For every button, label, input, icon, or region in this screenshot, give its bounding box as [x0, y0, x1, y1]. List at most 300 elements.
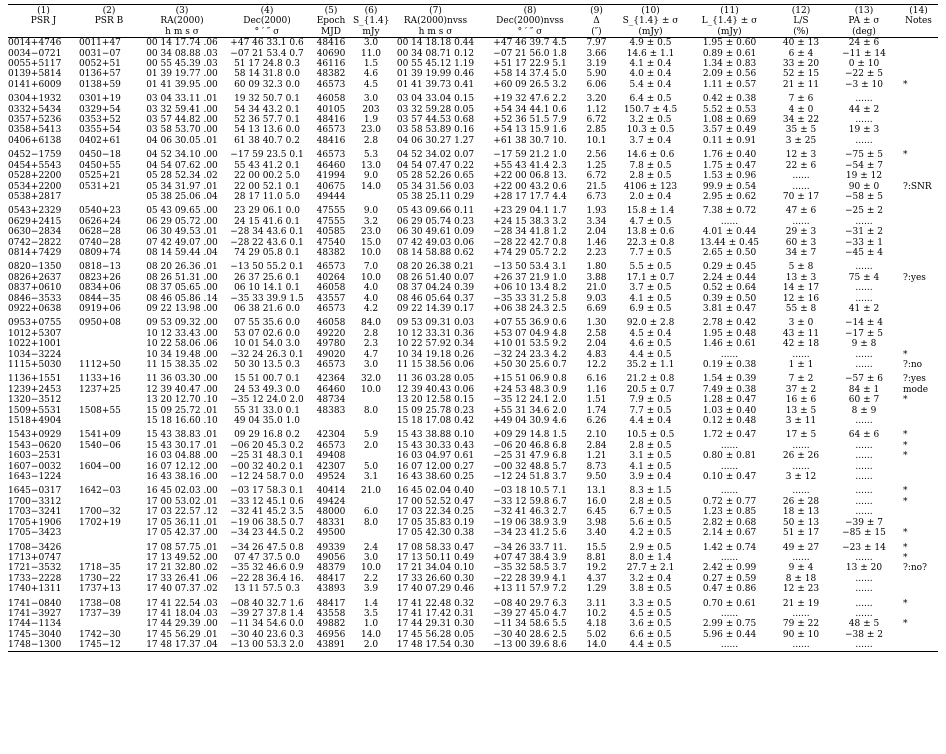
table-cell: 08 14 59.44 .04: [146, 247, 218, 258]
table-cell: 8.0: [363, 517, 379, 528]
table-cell: 1742−30: [79, 629, 121, 640]
table-cell: 5.9: [363, 430, 379, 441]
table-cell: +09 29 14.8 1.5: [493, 430, 567, 441]
table-cell: 3.7 ± 0.5: [629, 283, 672, 294]
table-cell: −13 50 55.2 0.1: [230, 262, 304, 273]
table-cell: 2.85: [586, 125, 607, 136]
column-name-row: [8, 16, 938, 26]
table-cell: −34 23 41.2 5.6: [493, 528, 567, 539]
table-cell: 08 14 58.88 0.62: [396, 247, 475, 258]
table-row: [8, 38, 938, 49]
table-cell: 3.5: [363, 608, 379, 619]
table-cell: 1.46 ± 0.61: [702, 339, 757, 350]
table-cell: 4.2 ± 0.5: [629, 528, 672, 539]
table-cell: 49220: [316, 328, 346, 339]
table-cell: 15 43 30.33 0.43: [396, 440, 475, 451]
table-cell: 47555: [316, 216, 346, 227]
table-cell: 7 ± 2: [788, 374, 814, 385]
table-cell: 17 05 42.30 0.38: [396, 528, 475, 539]
table-cell: 48379: [316, 563, 346, 574]
column-number-6: (6): [353, 5, 389, 17]
table-cell: 0358+5413: [8, 125, 62, 136]
table-cell: 12 ± 16: [782, 293, 820, 304]
table-cell: +28 17 17.7 4.4: [493, 191, 567, 202]
table-cell: 2.58: [586, 328, 607, 339]
table-cell: 4.5 ± 0.5: [629, 608, 672, 619]
table-row: [8, 294, 938, 304]
table-cell: 40105: [316, 104, 346, 115]
table-row: [8, 283, 938, 293]
table-cell: 0304+1932: [8, 94, 62, 105]
table-cell: 1136+1551: [8, 374, 62, 385]
table-cell: −03 18 10.5 7.1: [493, 486, 567, 497]
table-cell: 8 ± 18: [785, 573, 817, 584]
table-cell: ?:SNR: [903, 181, 932, 192]
column-number-11: (11): [686, 5, 773, 17]
table-cell: 48000: [316, 507, 346, 518]
table-cell: −17 59 23.5 0.1: [230, 150, 304, 161]
table-cell: 26 37 25.6 0.1: [234, 272, 300, 283]
table-cell: 48416: [316, 135, 346, 146]
table-cell: −32 24 26.3 0.1: [230, 349, 304, 360]
table-cell: −35 12 24.0 2.0: [230, 395, 304, 406]
table-cell: 0538+2817: [8, 191, 62, 202]
column-number-13: (13): [829, 5, 899, 17]
table-cell: 3.3 ± 0.5: [629, 598, 672, 609]
table-cell: 21.0: [586, 283, 607, 294]
table-cell: 1.95 ± 0.48: [702, 328, 757, 339]
table-cell: [899, 125, 938, 135]
table-cell: 49500: [316, 528, 346, 539]
table-cell: 7.7 ± 0.5: [629, 247, 672, 258]
table-cell: ......: [792, 181, 810, 192]
table-cell: 23 29 06.1 0.0: [234, 206, 300, 217]
column-unit-6: mJy: [353, 27, 389, 38]
table-cell: 6 ± 4: [788, 48, 814, 59]
table-cell: 1.93: [586, 206, 607, 217]
table-cell: 6.06: [586, 79, 607, 90]
table-row: [8, 563, 938, 573]
table-cell: 3.2 ± 0.5: [629, 115, 672, 126]
table-cell: +54 34 44.1 0.6: [493, 104, 567, 115]
table-cell: [899, 227, 938, 237]
table-cell: 3.9: [363, 584, 379, 595]
table-cell: +58 14 37.4 5.0: [493, 69, 567, 80]
table-cell: 17 33 26.41 .06: [146, 573, 218, 584]
table-cell: 54 13 13.6 0.0: [234, 125, 300, 136]
table-cell: 9 ± 4: [788, 563, 814, 574]
table-cell: −35 32 46.6 0.9: [230, 563, 304, 574]
table-cell: 60 09 32.3 0.0: [234, 79, 300, 90]
table-cell: 46573: [316, 440, 346, 451]
table-cell: 08 46 05.64 0.37: [396, 293, 475, 304]
table-cell: 13 ± 5: [785, 405, 817, 416]
table-cell: 1.4: [363, 598, 379, 609]
table-cell: mode: [903, 384, 929, 395]
table-cell: 08 20 26.38 0.21: [396, 262, 475, 273]
table-cell: 1.72 ± 0.47: [702, 430, 757, 441]
table-cell: ?:yes: [903, 272, 926, 283]
table-cell: 17 21 32.80 .02: [146, 563, 218, 574]
column-number-3: (3): [139, 5, 225, 17]
table-cell: 05 43 09.66 0.11: [396, 206, 475, 217]
table-cell: 1.54 ± 0.39: [702, 374, 757, 385]
table-cell: 1239+2453: [8, 384, 62, 395]
table-cell: *: [903, 349, 908, 360]
table-cell: ......: [855, 472, 873, 483]
table-cell: [899, 574, 938, 584]
table-cell: 26 ± 28: [782, 496, 820, 507]
table-cell: 2.3: [363, 339, 379, 350]
table-cell: 10 01 54.0 3.0: [234, 339, 300, 350]
table-cell: 17 05 35.83 0.19: [396, 517, 475, 528]
table-cell: +22 00 43.2 0.6: [493, 181, 567, 192]
table-cell: 48417: [316, 573, 346, 584]
table-cell: [899, 518, 938, 528]
table-cell: 1.11 ± 0.57: [702, 79, 757, 90]
table-cell: 0818−13: [79, 262, 121, 273]
table-cell: 0055+5117: [8, 59, 62, 70]
table-cell: 19.2: [586, 563, 607, 574]
table-cell: 0.42 ± 0.38: [702, 94, 757, 105]
table-cell: 0011+47: [79, 38, 121, 49]
table-cell: 2.0 ± 0.4: [629, 191, 672, 202]
table-body: [8, 38, 938, 651]
table-cell: 6.4 ± 0.5: [629, 94, 672, 105]
table-cell: 17 44 29.31 0.30: [396, 619, 475, 630]
table-cell: 2.8 ± 0.5: [629, 171, 672, 182]
table-cell: 46460: [316, 160, 346, 171]
table-cell: ......: [855, 507, 873, 518]
table-cell: 00 55 45.12 1.19: [396, 59, 475, 70]
table-cell: 16 07 12.00 0.27: [396, 461, 475, 472]
table-cell: 51 ± 17: [782, 528, 820, 539]
table-cell: −35 33 39.9 1.5: [230, 293, 304, 304]
table-cell: 0823+26: [79, 272, 121, 283]
table-cell: 52 ± 15: [782, 69, 820, 80]
table-cell: −31 ± 2: [845, 227, 883, 238]
table-row: [8, 385, 938, 395]
table-cell: 5.02: [586, 629, 607, 640]
table-cell: 07 42 49.07 .00: [146, 237, 218, 248]
table-cell: 49444: [316, 191, 346, 202]
table-cell: 13 ± 20: [845, 563, 883, 574]
table-cell: 60 ± 3: [785, 237, 817, 248]
table-cell: 03 58 53.70 .00: [146, 125, 218, 136]
table-cell: −19 06 38.5 0.7: [230, 517, 304, 528]
table-cell: 08 37 04.24 0.39: [396, 283, 475, 294]
table-cell: ......: [792, 216, 810, 227]
table-cell: 3.11: [586, 598, 607, 609]
table-cell: 05 34 31.56 0.03: [396, 181, 475, 192]
table-cell: 1540−06: [79, 440, 121, 451]
table-cell: 47 ± 6: [785, 206, 817, 217]
table-cell: −23 ± 14: [842, 542, 886, 553]
table-cell: 3.81 ± 0.47: [702, 303, 757, 314]
table-cell: 40414: [316, 486, 346, 497]
table-cell: ......: [792, 608, 810, 619]
table-row: [8, 339, 938, 349]
table-cell: 09 22 14.39 0.17: [396, 303, 475, 314]
table-cell: 24 15 41.6 0.1: [234, 216, 300, 227]
table-row: [8, 370, 938, 384]
table-cell: 26 ± 26: [782, 451, 820, 462]
table-cell: 40675: [316, 181, 346, 192]
table-cell: 54 34 43.2 0.1: [234, 104, 300, 115]
table-cell: 46116: [316, 59, 346, 70]
table-cell: 2.84: [586, 440, 607, 451]
table-row: [8, 416, 938, 426]
column-unit-row: [8, 27, 938, 38]
table-cell: 14.0: [578, 640, 615, 651]
table-cell: 0528+2200: [8, 171, 62, 182]
table-cell: −35 32 58.5 3.7: [493, 563, 567, 574]
table-row: [8, 329, 938, 339]
table-cell: −08 40 29.7 6.3: [493, 598, 567, 609]
table-cell: 00 55 45.39 .03: [146, 59, 218, 70]
table-cell: 10.3 ± 0.5: [626, 125, 675, 136]
table-cell: 1.5: [363, 59, 379, 70]
table-cell: 0355+54: [79, 125, 121, 136]
table-cell: −58 ± 5: [845, 191, 883, 202]
table-row: [8, 462, 938, 472]
table-cell: 01 41 39.95 .00: [146, 79, 218, 90]
table-cell: 7.97: [586, 38, 607, 49]
column-number-2: (2): [79, 5, 139, 17]
table-cell: 49 04 35.0 1.0: [234, 416, 300, 427]
table-cell: 15 51 00.7 0.1: [234, 374, 300, 385]
table-cell: 17.1 ± 0.7: [626, 272, 675, 283]
table-cell: 16 07 12.12 .00: [146, 461, 218, 472]
table-cell: 1320−3512: [8, 395, 62, 406]
table-cell: −22 28 36.4 16.: [230, 573, 304, 584]
column-number-10: (10): [615, 5, 686, 17]
table-cell: −25 ± 2: [845, 206, 883, 217]
table-row: [8, 304, 938, 314]
column-number-4: (4): [225, 5, 309, 17]
table-cell: 07 47 37.5 0.0: [234, 552, 300, 563]
table-cell: 08 46 05.86 .14: [146, 293, 218, 304]
table-cell: 0626+24: [79, 216, 121, 227]
table-cell: 3.0: [363, 38, 379, 49]
table-cell: −07 21 56.0 1.8: [493, 48, 567, 59]
table-cell: 3.19: [586, 59, 607, 70]
table-cell: 19 32 50.7 0.1: [234, 94, 300, 105]
table-cell: [79, 497, 139, 507]
table-cell: +22 00 06.8 13.: [493, 171, 567, 182]
table-row: [8, 90, 938, 104]
table-cell: 32.0: [360, 374, 382, 385]
table-cell: 04 54 07.47 0.22: [396, 160, 475, 171]
table-cell: ......: [829, 640, 899, 651]
table-cell: 03 57 44.53 0.68: [396, 115, 475, 126]
table-cell: 06 29 05.72 .00: [146, 216, 218, 227]
table-cell: 08 26 51.31 .00: [146, 272, 218, 283]
column-name-3: RA(2000): [160, 16, 204, 27]
table-cell: 3.0: [363, 94, 379, 105]
table-cell: −45 ± 4: [845, 247, 883, 258]
table-cell: −28 22 43.6 0.1: [230, 237, 304, 248]
table-cell: 03 04 33.11 .01: [146, 94, 218, 105]
table-cell: ......: [855, 262, 873, 273]
table-cell: 43891: [309, 640, 353, 651]
table-cell: 1.12: [586, 104, 607, 115]
table-cell: [899, 192, 938, 202]
table-cell: 04 52 34.02 0.07: [396, 150, 475, 161]
table-cell: *: [903, 440, 908, 451]
table-cell: ......: [855, 283, 873, 294]
table-cell: 0820−1350: [8, 262, 62, 273]
table-cell: *: [903, 79, 908, 90]
table-cell: 03 32 59.28 0.05: [396, 104, 475, 115]
table-cell: −33 ± 1: [845, 237, 883, 248]
table-cell: 06 30 49.53 .01: [146, 227, 218, 238]
table-cell: 06 29 05.74 0.23: [396, 216, 475, 227]
table-cell: 0052+51: [79, 59, 121, 70]
table-cell: 2.8 ± 0.5: [629, 496, 672, 507]
table-cell: −11 34 58.6 5.5: [493, 619, 567, 630]
table-cell: 4.6: [363, 69, 379, 80]
table-cell: ......: [855, 486, 873, 497]
table-cell: 33 ± 20: [782, 59, 820, 70]
table-cell: 17 40 07.29 0.46: [396, 584, 475, 595]
table-cell: 48417: [316, 598, 346, 609]
table-cell: 00 34 08.88 .03: [146, 48, 218, 59]
table-cell: 10.2: [586, 608, 607, 619]
table-cell: 1705+1906: [8, 517, 62, 528]
table-cell: 0450+55: [79, 160, 121, 171]
table-cell: 1 ± 1: [788, 360, 814, 370]
column-unit-7: h m s σ: [389, 27, 482, 38]
table-cell: [899, 294, 938, 304]
table-cell: 52 36 57.7 0.1: [234, 115, 300, 126]
table-cell: ......: [792, 349, 810, 360]
table-cell: 1.29: [586, 584, 607, 595]
table-cell: −13 00 53.3 2.0: [225, 640, 309, 651]
table-cell: 8.73: [586, 461, 607, 472]
table-cell: 17 44 29.39 .00: [146, 619, 218, 630]
table-cell: ......: [855, 360, 873, 370]
table-cell: 1718−35: [79, 563, 121, 574]
table-cell: 2.95 ± 0.62: [702, 191, 757, 202]
table-cell: ......: [720, 552, 739, 563]
table-cell: −32 41 46.3 2.7: [493, 507, 567, 518]
table-cell: 50 30 13.5 0.3: [234, 360, 300, 370]
table-cell: 6.7 ± 0.5: [629, 507, 672, 518]
table-row: [8, 217, 938, 227]
table-row: [8, 258, 938, 272]
table-cell: +47 46 39.7 4.5: [493, 38, 567, 49]
table-cell: +24 53 48.3 0.9: [493, 384, 567, 395]
table-cell: −57 ± 6: [845, 374, 883, 385]
table-cell: 2.42 ± 0.99: [702, 563, 757, 574]
table-cell: +49 04 30.9 4.6: [493, 416, 567, 427]
table-cell: 1643−1224: [8, 472, 62, 483]
table-cell: 09 53 09.31 0.03: [396, 318, 475, 329]
table-row: [8, 609, 938, 619]
table-cell: 1721−3532: [8, 563, 62, 574]
table-cell: −11 34 54.6 0.0: [230, 619, 304, 630]
table-cell: 8.0 ± 1.4: [629, 552, 672, 563]
table-cell: 6.26: [586, 416, 607, 427]
column-unit-14: [899, 27, 938, 38]
table-cell: 17 48 17.37 .04: [139, 640, 225, 651]
table-cell: 51 17 24.8 0.3: [234, 59, 300, 70]
table-cell: 06 10 14.1 0.1: [234, 283, 300, 294]
table-cell: ......: [855, 598, 873, 609]
table-cell: ......: [855, 608, 873, 619]
table-cell: [79, 395, 139, 405]
table-cell: 14.6 ± 0.6: [626, 150, 675, 161]
table-cell: 1012+5307: [8, 328, 62, 339]
table-cell: −34 26 33.7 11.: [493, 542, 567, 553]
table-cell: ......: [855, 584, 873, 595]
table-cell: 21.2 ± 0.8: [626, 374, 675, 385]
table-cell: 5 ± 8: [788, 262, 814, 273]
table-cell: 3 ± 25: [785, 135, 817, 146]
table-cell: *: [903, 619, 908, 630]
table-cell: 0.19 ± 0.38: [702, 360, 757, 370]
table-cell: 17 08 57.75 .01: [146, 542, 218, 553]
table-cell: ......: [855, 216, 873, 227]
table-cell: 0.12 ± 0.48: [702, 416, 757, 427]
table-cell: 1112+50: [79, 360, 121, 370]
table-cell: 1.25: [586, 160, 607, 171]
table-cell: [79, 339, 139, 349]
table-cell: [899, 49, 938, 59]
table-cell: 4.6 ± 0.5: [629, 339, 672, 350]
table-cell: [79, 192, 139, 202]
table-cell: 11 36 03.30 .00: [146, 374, 218, 385]
table-cell: 49339: [316, 542, 346, 553]
table-cell: ......: [792, 440, 810, 451]
table-cell: 2.8: [363, 135, 379, 146]
table-cell: 48416: [316, 115, 346, 126]
table-cell: 1.75 ± 0.47: [702, 160, 757, 171]
table-cell: 11 36 03.28 0.05: [396, 374, 475, 385]
table-row: [8, 49, 938, 59]
table-cell: [79, 451, 139, 461]
table-cell: 16 03 04.97 0.61: [396, 451, 475, 462]
table-cell: 84.0: [360, 318, 382, 329]
table-cell: *: [903, 552, 908, 563]
table-cell: 55 ± 8: [785, 303, 817, 314]
table-cell: 15.0: [360, 237, 382, 248]
table-cell: 17 00 52.52 0.47: [396, 496, 475, 507]
column-name-11: L_{1.4} ± σ: [701, 16, 758, 27]
table-cell: 1.74: [586, 405, 607, 416]
table-cell: 1745−12: [79, 640, 139, 651]
table-cell: 2.4: [363, 542, 379, 553]
table-cell: 11.0: [360, 48, 382, 59]
table-cell: 0.80 ± 0.81: [702, 451, 757, 462]
table-cell: 3.34: [586, 216, 607, 227]
table-cell: 47540: [316, 237, 346, 248]
table-cell: 12 39 40.47 .00: [146, 384, 218, 395]
table-cell: 0452−1759: [8, 150, 62, 161]
table-cell: 42 ± 18: [782, 339, 820, 350]
table-cell: 17 41 22.54 .03: [146, 598, 218, 609]
table-cell: 10 12 33.31 0.36: [396, 328, 475, 339]
table-cell: 01 41 39.73 0.41: [396, 79, 475, 90]
table-cell: 5.6 ± 0.5: [629, 517, 672, 528]
table-cell: 3.40: [586, 528, 607, 539]
table-cell: 0138+59: [79, 79, 121, 90]
table-cell: −75 ± 5: [845, 150, 883, 161]
table-row: [8, 360, 938, 370]
table-cell: 9.50: [586, 472, 607, 483]
table-cell: 203: [362, 104, 380, 115]
